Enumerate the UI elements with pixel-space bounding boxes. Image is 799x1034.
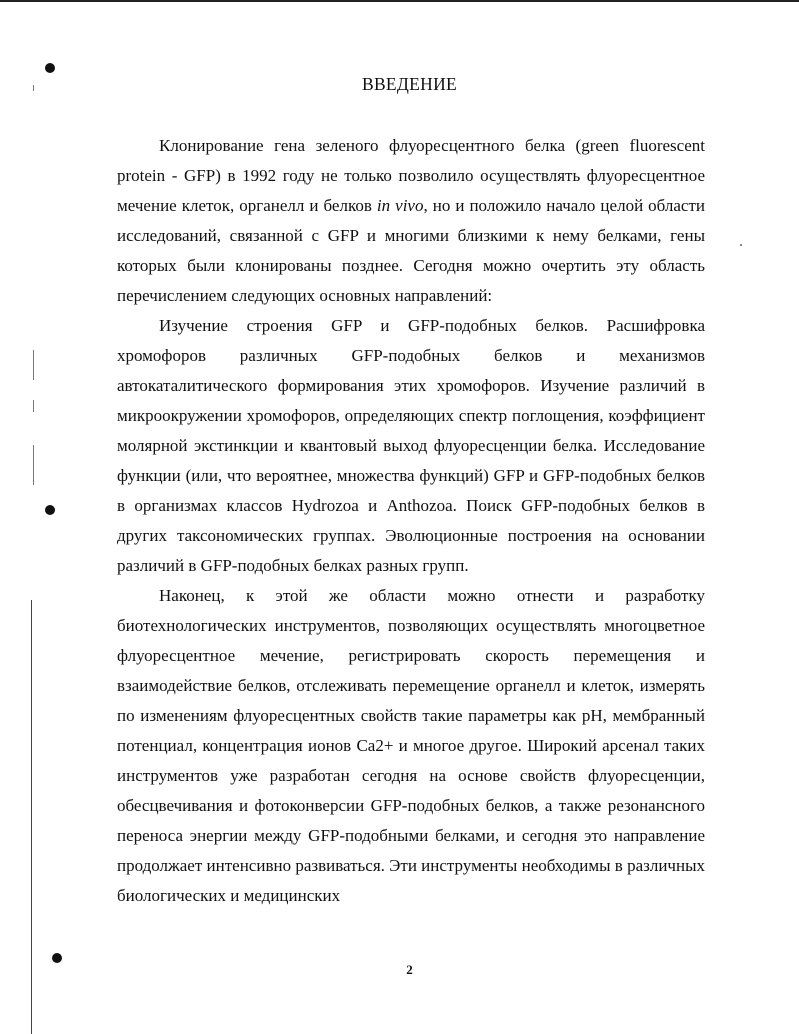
scan-artifact-mark: [33, 350, 34, 380]
paragraph-3: Наконец, к этой же области можно отнести и разработку биотехнологических инструментов, позволяющих осуществлять многоцветное флуоресцентное мечение, регистрировать скорость перемещения и взаимодействие белков, отслеживать перемещение органелл и клеток, измерять по изменениям флуоресцентных свойств такие параметры как pH, мембранный потенциал, концентрация ионов Ca2+ и многое другое. Широкий арсенал таких инструментов уже разработан сегодня на основе свойств флуоресценции, обесцвечивания и фотоконверсии GFP-подобных белков, а также резонансного переноса энергии между GFP-подобными белками, и сегодня это направление продолжает интенсивно развиваться. Эти инструменты необходимы в различных биологических и медицинских: [117, 586, 705, 905]
paragraph-2: Изучение строения GFP и GFP-подобных белков. Расшифровка хромофоров различных GFP-подобных белков и механизмов автокаталитического формирования этих хромофоров. Изучение различий в микроокружении хромофоров, определяющих спектр поглощения, коэффициент молярной экстинкции и квантовый выход флуоресценции белка. Исследование функции (или, что вероятнее, множества функций) GFP и GFP-подобных белков в организмах классов Hydrozoa и Anthozoa. Поиск GFP-подобных белков в других таксономических группах. Эволюционные построения на основании различий в GFP-подобных белках разных групп.: [117, 316, 705, 575]
binder-hole-mark: [45, 63, 55, 73]
document-body: [117, 131, 705, 911]
scan-artifact-mark: [740, 244, 742, 246]
paragraph-1-text-end: , но и положило начало целой области исследований, связанной с GFP и многими близкими к нему белками, гены которых были клонированы позднее. Сегодня можно очертить эту область перечислением следующих основных направлений:: [117, 196, 706, 305]
page-number: 2: [406, 962, 413, 977]
binder-hole-mark: [45, 505, 55, 515]
paragraph-1-text-start: Клонирование гена зеленого флуоресцентного белка (green fluorescent protein - GFP) в 1992 году не только позволило осуществлять флуоресцентное мечение клеток, органелл и белков: [117, 136, 705, 215]
paragraph-1-italic-term: in vivo: [376, 196, 424, 215]
scan-artifact-mark: [33, 400, 34, 412]
paragraph-1: [117, 131, 705, 311]
page-title: ВВЕДЕНИЕ: [361, 74, 458, 94]
scan-artifact-mark: [33, 445, 34, 485]
scan-top-border: [0, 0, 799, 2]
